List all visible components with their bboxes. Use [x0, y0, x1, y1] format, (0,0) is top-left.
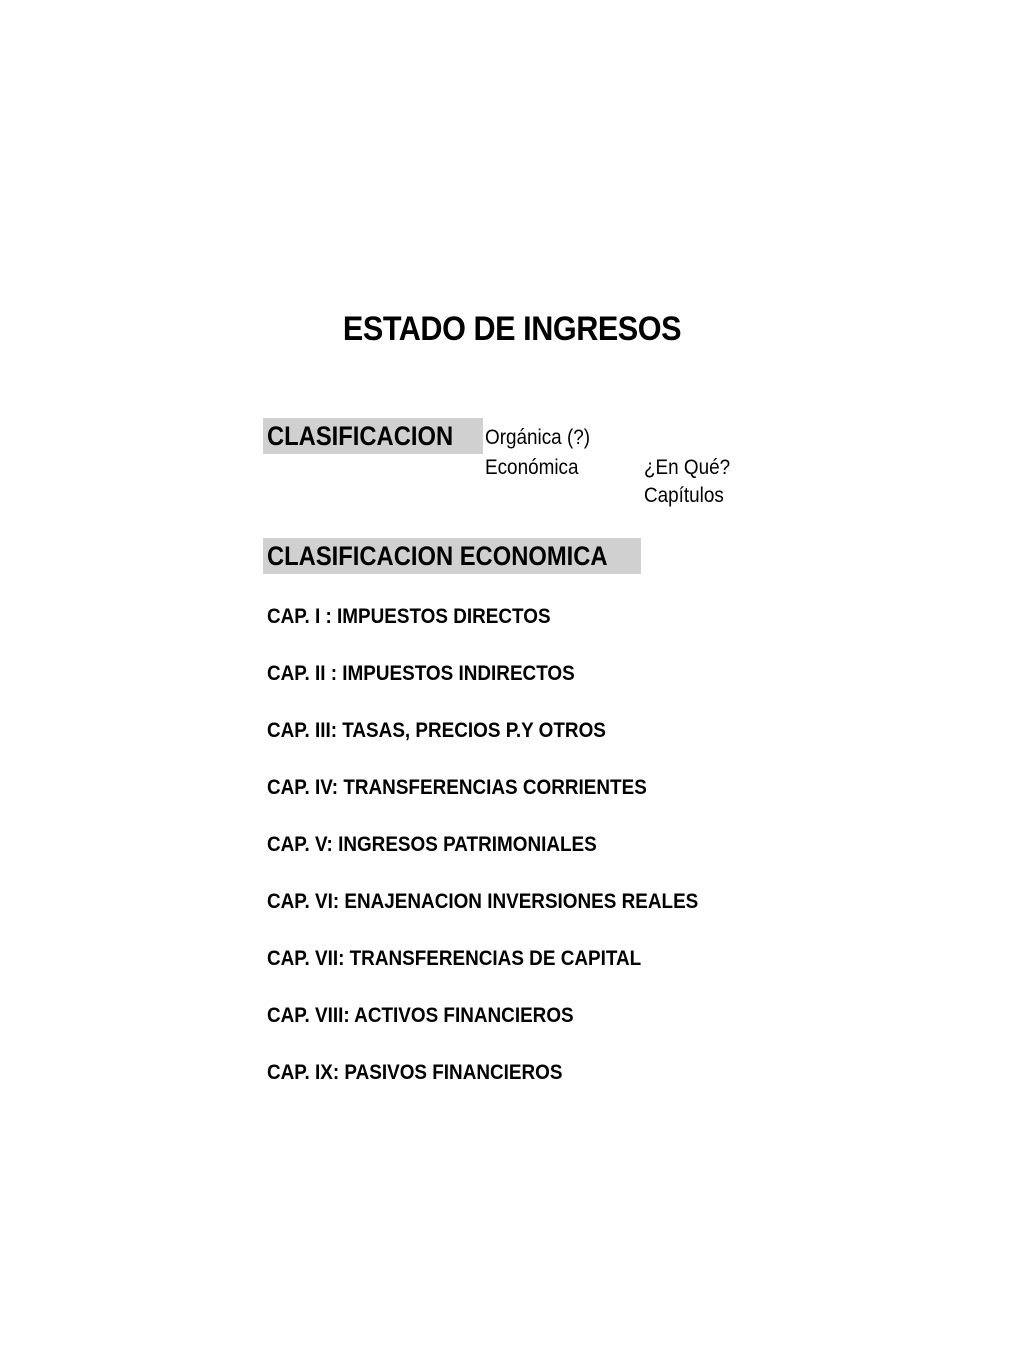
list-item: CAP. VII: TRANSFERENCIAS DE CAPITAL — [267, 947, 642, 970]
list-item: CAP. III: TASAS, PRECIOS P.Y OTROS — [267, 719, 606, 742]
en-que-text: ¿En Qué? — [644, 456, 731, 479]
list-item: CAP. V: INGRESOS PATRIMONIALES — [267, 833, 597, 856]
economica-text: Económica — [485, 456, 579, 479]
clasificacion-label: CLASIFICACION — [267, 421, 454, 451]
capitulos-text: Capítulos — [644, 484, 724, 507]
page-title: ESTADO DE INGRESOS — [342, 310, 682, 348]
list-item: CAP. VI: ENAJENACION INVERSIONES REALES — [267, 890, 699, 913]
clasificacion-heading — [263, 418, 483, 454]
organica-text: Orgánica (?) — [485, 426, 591, 449]
list-item: CAP. IX: PASIVOS FINANCIEROS — [267, 1061, 563, 1084]
clasificacion-economica-heading — [263, 538, 641, 574]
list-item: CAP. II : IMPUESTOS INDIRECTOS — [267, 662, 575, 685]
list-item: CAP. IV: TRANSFERENCIAS CORRIENTES — [267, 776, 647, 799]
list-item: CAP. I : IMPUESTOS DIRECTOS — [267, 605, 551, 628]
list-item: CAP. VIII: ACTIVOS FINANCIEROS — [267, 1004, 574, 1027]
chapter-list — [267, 602, 746, 1115]
clasificacion-economica-label: CLASIFICACION ECONOMICA — [267, 541, 608, 571]
